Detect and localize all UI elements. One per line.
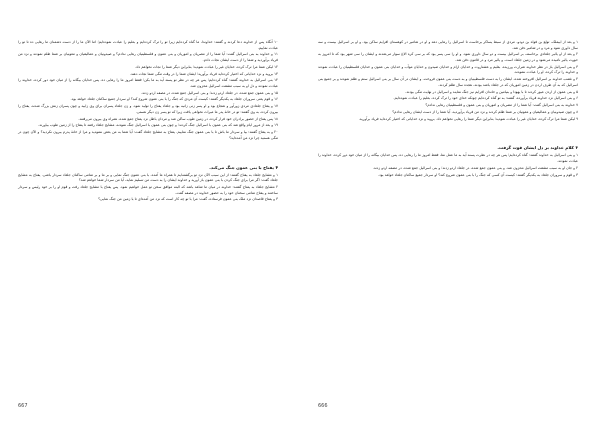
left-paragraph-8: ۱۷ و یفتاح جلعادی مردی زورآور و شجاع بود و او پسر زنی زانیه بود و جلعاد یفتاح را تولید نمود. و زن جلعاد پسران برای وی زایید و چون پسران زنش بزرگ شدند، یفتاح را بیرون کرده، به وی گفتند: تو در خانهٔ پدر ما میراث نخواهی یافت زیرا که تو پسر زن دیگر هستی. [18, 104, 278, 114]
left-paragraph-3: ۱۲ لیکن شما مرا ترک کرده، خدایان غیر را عبادت نمودید؛ بنابراین دیگر شما را نجات نخواهم داد. [134, 64, 278, 69]
left-page-number: 667 [18, 403, 28, 409]
right-paragraph-3: ۳ و بنی اسرائیل باز در نظر خداوند شرارت ورزیده، بعلیم و عشتاروت و خدایان ارام و خدایان صیدون و خدایان موآب و خدایان بنی عمون و خدایان فلسطینیان را عبادت نمودند و خداوند را ترک کرده، او را عبادت ننمودند. [318, 64, 578, 75]
right-page-number: 666 [318, 403, 328, 409]
right-paragraph-1: ۱ و بعد از ابیملک، تولع بن فواه بن دودو، مردی از سبط یساکر برخاست تا اسرائیل را رهایی دهد و او در شامیر در کوهستان افرایم ساکن بود. و او بر اسرائیل بیست و سه سال داوری نمود و مرد و در شامیر دفن شد. [318, 40, 578, 50]
right-paragraph-2: ۲ و بعد از او یائیر جلعادی برخاسته، بر اسرائیل بیست و دو سال داوری نمود. و او را سی پسر بود که بر سی کره الاغ سوار می‌شدند و ایشان را سی شهر بود که تا امروز به حووت یائیر نامیده می‌شود و در زمین جلعاد است. و یائیر مرد و در قامون دفن شد. [318, 52, 578, 62]
right-paragraph-4: ۴ و غضب خداوند بر اسرائیل افروخته شده، ایشان را به دست فلسطینیان و به دست بنی عمون فروخت. و ایشان در آن سال بر بنی اسرائیل ستم و ظلم نمودند و بر جمیع بنی اسرائیل که به آن طرف اردن در زمین اموریان که در جلعاد باشد بودند، هجده سال ظلم کردند. [318, 77, 578, 87]
left-paragraph-11: ۲۰ و به یفتاح گفتند: بیا و سردار ما باش تا با بنی عمون جنگ نماییم. یفتاح به مشایخ جلعاد گفت: آیا شما به من بغض ننمودید و مرا از خانهٔ پدرم بیرون نکردید؟ و الآن چون در تنگی هستید چرا نزد من آمده‌اید؟ [18, 130, 278, 140]
left-paragraph-4: ۱۳ بروید و نزد خدایانی که اختیار کرده‌اید فریاد برآورید؛ ایشان شما را در وقت تنگی شما نجات دهند. [129, 71, 278, 76]
right-bottom-paragraph-1: ۱ و بنی اسرائیل به خداوند گفتند: گناه کرده‌ایم؛ پس هر چه در نظرت پسند آید به ما عمل نما، فقط امروز ما را رهایی ده. پس خدایان بیگانه را از میان خود دور کرده، خداوند را عبادت نمودند. [318, 153, 578, 163]
left-paragraph-1: ۱۰ آنگاه پس از خداوند دعا کردند و گفتند: خداوندا، ما گناه کرده‌ایم زیرا تو را ترک کرده‌ایم و بعلیم را عبادت نموده‌ایم؛ اما الآن ما را از دست دشمنان ما رهایی ده تا تو را عبادت نماییم. [18, 40, 278, 50]
right-bottom-paragraph-2: ۲ و جان او به سبب مشقت اسرائیل محزون شد. و بنی عمون جمع شده، در جلعاد اردو زدند؛ و بنی اسرائیل جمع شده، در مصفه اردو زدند. [372, 165, 578, 170]
left-page [18, 40, 278, 400]
right-page [318, 40, 578, 400]
left-bottom-paragraph-1: ۱ و مشایخ جلعاد به یفتاح گفتند: از این سبب الآن نزد تو برگشته‌ایم تا همراه ما آمده، با بنی عمون جنگ نمایی و بر ما و بر تمامی ساکنان جلعاد سردار باشی. یفتاح به مشایخ جلعاد گفت: اگر مرا برای جنگ کردن با بنی عمون باز آورید و خداوند ایشان را به دست من تسلیم نماید، آیا من سردار شما خواهم شد؟ [18, 172, 278, 183]
left-bottom-paragraph-3: ۳ و یفتاح قاصدان نزد ملک بنی عمون فرستاده، گفت: مرا با تو چه کار است که نزد من آمده‌ای تا با زمین من جنگ نمایی؟ [98, 197, 278, 202]
right-paragraph-7: ۷ خداوند به بنی اسرائیل گفت: آیا شما را از مصریان و اموریان و بنی عمون و فلسطینیان رهایی ندادم؟ [425, 103, 578, 108]
left-bottom-paragraph-2: ۲ مشایخ جلعاد به یفتاح گفتند: خداوند در میان ما شاهد باشد که البته موافق سخن تو عمل خواهیم نمود. پس یفتاح با مشایخ جلعاد رفت و قوم او را بر خود رئیس و سردار ساختند و یفتاح تمامی سخنان خود را به حضور خداوند در مصفه گفت. [18, 184, 278, 195]
section-gap [318, 123, 578, 145]
left-paragraph-10: ۱۹ و بعد از مرور ایام واقع شد که بنی عمون با اسرائیل جنگ کردند؛ و چون بنی عمون با اسرائیل جنگ نمودند، مشایخ جلعاد رفتند تا یفتاح را از زمین طوب بیاورند. [38, 123, 278, 128]
left-paragraph-5: ۱۴ بنی اسرائیل به خداوند گفتند: گناه کرده‌ایم؛ پس هر چه در نظر تو پسند آید به ما بکن؛ فقط امروز ما را رهایی ده. پس خدایان بیگانه را از میان خود دور کرده، خداوند را عبادت نمودند و دل او به سبب مشقت اسرائیل محزون شد. [18, 78, 278, 88]
section-gap [18, 143, 278, 165]
left-paragraph-6: ۱۵ و بنی عمون جمع شده، در جلعاد اردو زدند؛ و بنی اسرائیل جمع شده، در مصفه اردو زدند. [140, 90, 278, 95]
right-section-heading: ۳ کلام خداوند بر دل ایشان قوت گرفت. [497, 145, 578, 151]
right-paragraph-5: ۵ و بنی عمون از اردن عبور کردند تا با یهودا و بنیامین و خاندان افرایم نیز جنگ نمایند و اسرائیل در نهایت تنگی بودند. [405, 89, 578, 94]
left-section-heading: ۴ یفتاح با بنی عمون جنگ می‌کند. [209, 164, 278, 170]
right-paragraph-6: ۶ و بنی اسرائیل نزد خداوند فریاد برآورده، گفتند: به تو گناه کرده‌ایم چونکه خدای خود را ترک کرده، بعلیم را عبادت نموده‌ایم. [393, 96, 578, 101]
right-paragraph-8: ۸ و چون صیدونیان و عمالیقیان و معونیان بر شما ظلم کردند و نزد من فریاد برآوردید، آیا شما را از دست ایشان رهایی ندادم؟ [392, 109, 578, 114]
right-bottom-paragraph-3: ۳ و قوم و سروران جلعاد به یکدیگر گفتند: کیست آن کسی که جنگ را با بنی عمون شروع کند؟ او سردار جمیع ساکنان جلعاد خواهد بود. [377, 172, 578, 177]
right-paragraph-9: ۹ لیکن شما مرا ترک کرده، خدایان غیر را عبادت نمودید؛ بنابراین دیگر شما را رهایی نخواهم داد. بروید و نزد خدایانی که اختیار کرده‌اید فریاد برآورید. [358, 116, 578, 121]
left-paragraph-2: ۱۱ و خداوند به بنی اسرائیل گفت: آیا شما را از مصریان و اموریان و بنی عمون و فلسطینیان رهایی ندادم؟ و صیدونیان و عمالیقیان و معونیان بر شما ظلم نمودند و نزد من فریاد برآوردید و شما را از دست ایشان نجات دادم. [18, 52, 278, 62]
left-paragraph-7: ۱۶ و قوم یعنی سروران جلعاد به یکدیگر گفتند: کیست آن مردی که جنگ را با بنی عمون شروع کند؟ او سردار جمیع ساکنان جلعاد خواهد بود. [70, 97, 278, 102]
left-paragraph-9: ۱۸ پس یفتاح از حضور برادران خود فرار کرده، در زمین طوب ساکن شد و مردان باطل نزد یفتاح جمع شده، همراه وی بیرون می‌رفتند. [78, 116, 278, 121]
